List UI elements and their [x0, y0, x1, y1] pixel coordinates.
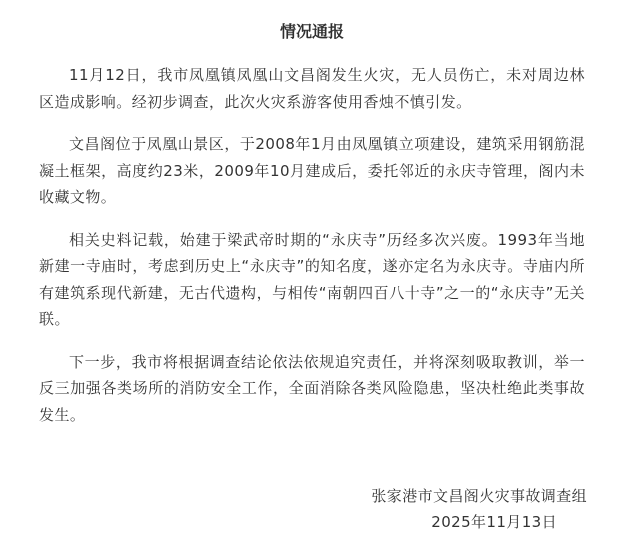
- notice-title: 情况通报: [279, 22, 344, 41]
- paragraph-incident: 11月12日，我市凤凰镇凤凰山文昌阁发生火灾，无人员伤亡，未对周边林区造成影响。经初步调查，此次火灾系游客使用香烛不慎引发。: [39, 66, 585, 111]
- paragraph-history: 相关史料记载，始建于梁武帝时期的“永庆寺”历经多次兴废。1993年当地新建一寺庙时，考虑到历史上“永庆寺”的知名度，遂亦定名为永庆寺。寺庙内所有建筑系现代新建，无古代遗构，与相传“南朝四百八十寺”之一的“永庆寺”无关联。: [39, 230, 585, 328]
- issuer-name: 张家港市文昌阁火灾事故调查组: [371, 487, 587, 505]
- paragraph-building: 文昌阁位于凤凰山景区，于2008年1月由凤凰镇立项建设，建筑采用钢筋混凝土框架，高度约23米，2009年10月建成后，委托邻近的永庆寺管理，阁内未收藏文物。: [39, 135, 585, 206]
- issue-date: 2025年11月13日: [431, 513, 557, 531]
- signature-block: [371, 483, 587, 535]
- paragraph-next-steps: 下一步，我市将根据调查结论依法依规追究责任，并将深刻吸取教训，举一反三加强各类场所的消防安全工作，全面消除各类风险隐患，坚决杜绝此类事故发生。: [39, 352, 585, 424]
